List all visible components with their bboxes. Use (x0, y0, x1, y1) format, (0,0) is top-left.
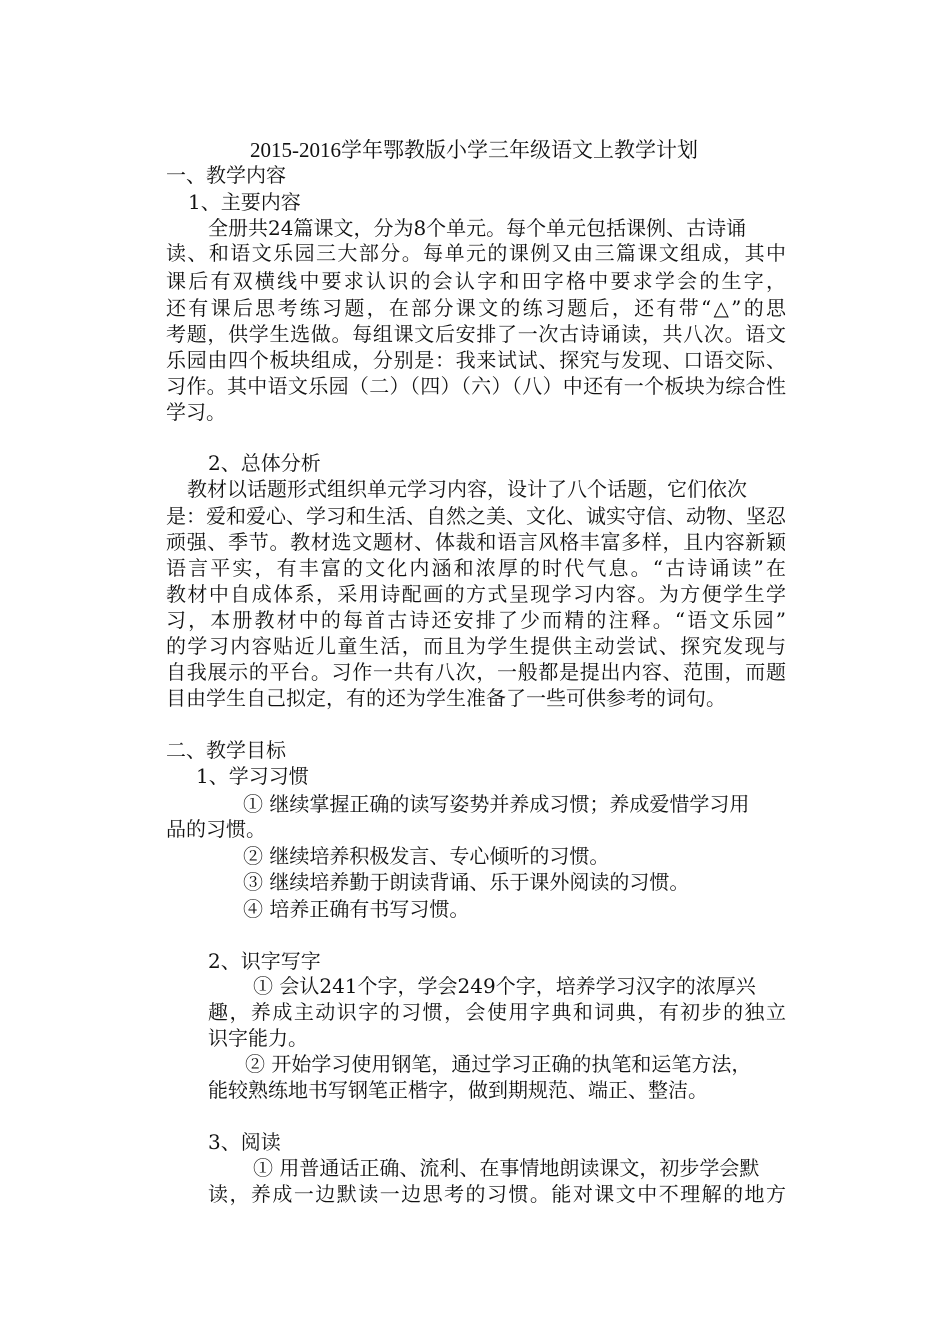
paragraph-line: 读，养成一边默读一边思考的习惯。能对课文中不理解的地方 (208, 1182, 786, 1206)
paragraph-line: 习作。其中语文乐园（二）（四）（六）（八）中还有一个板块为综合性 (166, 374, 786, 398)
paragraph-line: ③ 继续培养勤于朗读背诵、乐于课外阅读的习惯。 (243, 870, 690, 894)
subsection-heading: 3、阅读 (208, 1130, 281, 1154)
section-heading: 二、教学目标 (166, 738, 286, 762)
paragraph-line: ② 继续培养积极发言、专心倾听的习惯。 (243, 844, 610, 868)
paragraph-line: ④ 培养正确有书写习惯。 (243, 897, 470, 921)
paragraph-line: 教材中自成体系，采用诗配画的方式呈现学习内容。为方便学生学 (166, 582, 786, 606)
paragraph-line: 全册共24篇课文，分为8个单元。每个单元包括课例、古诗诵 (208, 216, 747, 240)
subsection-heading: 1、主要内容 (188, 190, 301, 214)
paragraph-line: 习，本册教材中的每首古诗还安排了少而精的注释。“语文乐园” (166, 608, 786, 632)
paragraph-line: 目由学生自己拟定，有的还为学生准备了一些可供参考的词句。 (166, 686, 726, 710)
subsection-heading: 1、学习习惯 (196, 764, 309, 788)
subsection-heading: 2、总体分析 (208, 451, 321, 475)
paragraph-line: 课后有双横线中要求认识的会认字和田字格中要求学会的生字， (166, 269, 786, 293)
section-heading: 一、教学内容 (166, 163, 286, 187)
document-title: 2015-2016学年鄂教版小学三年级语文上教学计划 (250, 138, 698, 162)
subsection-heading: 2、识字写字 (208, 949, 321, 973)
paragraph-line: ② 开始学习使用钢笔，通过学习正确的执笔和运笔方法， (245, 1052, 752, 1076)
paragraph-line: 读、和语文乐园三大部分。每单元的课例又由三篇课文组成，其中 (166, 241, 786, 265)
paragraph-line: 顽强、季节。教材选文题材、体裁和语言风格丰富多样，且内容新颖 (166, 530, 786, 554)
paragraph-line: 是：爱和爱心、学习和生活、自然之美、文化、诚实守信、动物、坚忍 (166, 504, 786, 528)
paragraph-line: 还有课后思考练习题，在部分课文的练习题后，还有带“△”的思 (166, 296, 786, 320)
paragraph-line: 的学习内容贴近儿童生活，而且为学生提供主动尝试、探究发现与 (166, 634, 786, 658)
paragraph-line: 语言平实，有丰富的文化内涵和浓厚的时代气息。“古诗诵读”在 (166, 556, 786, 580)
paragraph-line: 品的习惯。 (166, 817, 266, 841)
paragraph-line: 乐园由四个板块组成，分别是：我来试试、探究与发现、口语交际、 (166, 348, 786, 372)
paragraph-line: 学习。 (166, 400, 226, 424)
paragraph-line: 教材以话题形式组织单元学习内容，设计了八个话题，它们依次 (187, 477, 747, 501)
paragraph-line: 能较熟练地书写钢笔正楷字，做到期规范、端正、整洁。 (208, 1078, 708, 1102)
paragraph-line: ① 用普通话正确、流利、在事情地朗读课文，初步学会默 (253, 1156, 760, 1180)
paragraph-line: ① 继续掌握正确的读写姿势并养成习惯；养成爱惜学习用 (243, 792, 750, 816)
paragraph-line: 趣，养成主动识字的习惯，会使用字典和词典，有初步的独立 (208, 1000, 786, 1024)
paragraph-line: 考题，供学生选做。每组课文后安排了一次古诗诵读，共八次。语文 (166, 322, 786, 346)
paragraph-line: ① 会认241个字，学会249个字，培养学习汉字的浓厚兴 (253, 974, 756, 998)
paragraph-line: 自我展示的平台。习作一共有八次，一般都是提出内容、范围，而题 (166, 660, 786, 684)
paragraph-line: 识字能力。 (208, 1026, 308, 1050)
